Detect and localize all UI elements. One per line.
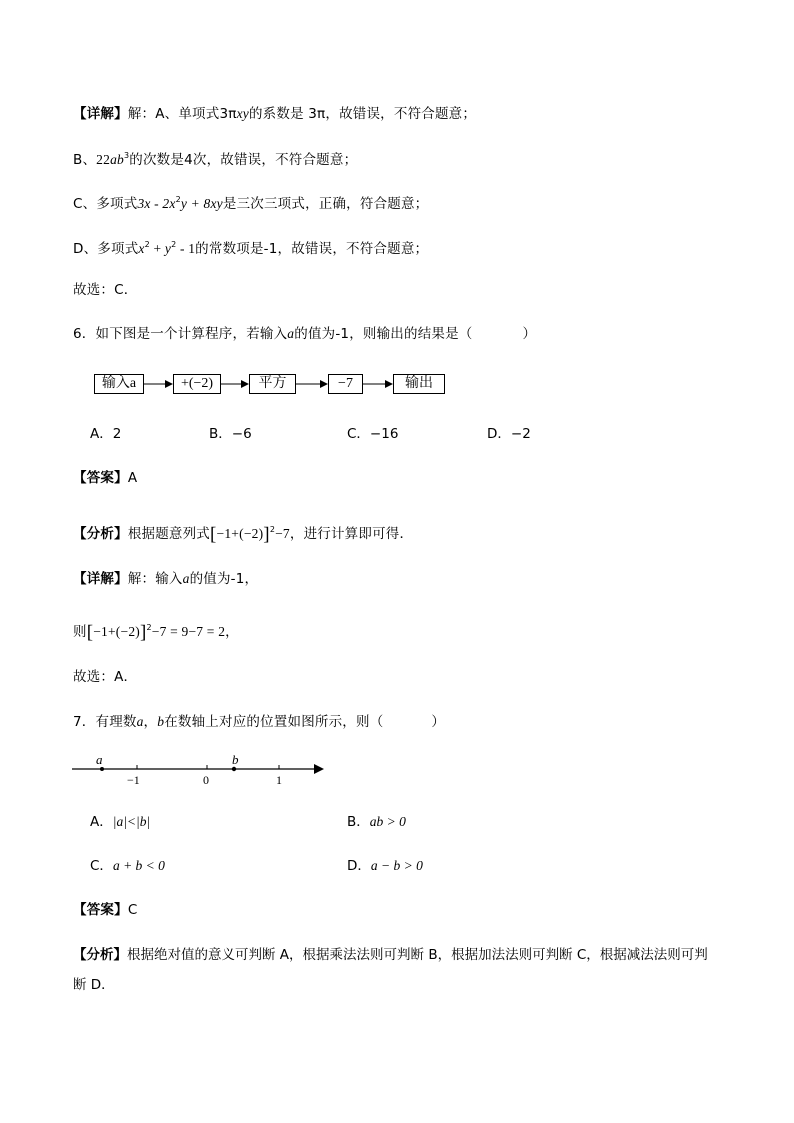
q7-option-d — [347, 856, 423, 876]
axis-arrow — [314, 764, 324, 774]
q6-answer — [73, 468, 137, 488]
flow-box-minus: −7 — [328, 374, 363, 394]
text: D、多项式 — [73, 241, 139, 257]
flow-box-output: 输出 — [393, 374, 445, 394]
bracket-close: ] — [139, 622, 147, 643]
text: 解：A、单项式 — [127, 106, 220, 122]
expr: −7 = 9−7 = 2 — [151, 624, 226, 639]
exponent: 2 — [269, 525, 276, 534]
expr: - 1 — [176, 241, 196, 256]
answer-value: A — [127, 470, 138, 486]
q7-option-c — [90, 856, 165, 876]
flow-chart — [94, 374, 454, 396]
q6-option-b: B．−6 — [209, 426, 252, 442]
option-label: A． — [90, 814, 113, 830]
expr: a — [287, 326, 295, 341]
q6-option-d: D．−2 — [487, 426, 531, 442]
expr: b — [157, 714, 165, 729]
text: ， — [143, 714, 158, 730]
text: 解：输入 — [127, 571, 183, 587]
analysis-line — [73, 940, 733, 970]
expr: y — [164, 241, 172, 256]
exponent: 2 — [146, 623, 152, 632]
q6-analysis — [73, 520, 413, 545]
text: 的值为-1， — [189, 571, 259, 587]
q6-calc — [73, 618, 239, 643]
flow-arrows — [94, 374, 454, 396]
answer-value: C — [127, 902, 138, 918]
expr: −1+(−2) — [93, 624, 140, 639]
flow-box-add: +(−2) — [173, 374, 221, 394]
expr: 22 — [96, 152, 111, 167]
bracket-open: [ — [210, 524, 217, 545]
label-one: 1 — [276, 773, 282, 787]
text: C、多项式 — [73, 196, 138, 212]
point-b — [232, 767, 236, 771]
option-expr: a − b > 0 — [370, 858, 423, 873]
text: B、 — [73, 152, 97, 168]
label-b: b — [232, 752, 239, 767]
answer-label: 【答案】 — [73, 902, 128, 918]
exponent: 2 — [171, 240, 177, 249]
flow-box-square: 平方 — [249, 374, 296, 394]
text: 7．有理数 — [73, 714, 137, 730]
expr: 3x - 2x — [137, 196, 176, 211]
text: 的系数是 3π，故错误，不符合题意； — [248, 106, 477, 122]
q6-stem — [73, 324, 536, 344]
q7-analysis — [73, 940, 733, 1000]
text: 在数轴上对应的位置如图所示，则（ — [164, 714, 384, 730]
analysis-line: 断 D． — [73, 977, 115, 993]
text: ，进行计算即可得． — [289, 526, 414, 542]
text: 的常数项是-1，故错误，不符合题意； — [195, 241, 429, 257]
label-a: a — [96, 752, 103, 767]
text: 的次数是4次，故错误，不符合题意； — [129, 152, 358, 168]
answer-label: 【答案】 — [73, 470, 128, 486]
q6-option-a: A．2 — [90, 426, 122, 442]
expr: −7 — [275, 526, 290, 541]
expr: + — [149, 241, 165, 256]
label-zero: 0 — [203, 773, 209, 787]
number-line — [70, 750, 330, 790]
label-neg1: −1 — [127, 773, 140, 787]
q5-option-b-line — [73, 146, 357, 170]
expr: xy — [236, 106, 249, 121]
q6-option-c: C．−16 — [347, 426, 399, 442]
expr: y + 8xy — [180, 196, 223, 211]
text: 6．如下图是一个计算程序，若输入 — [73, 326, 288, 342]
option-label: B． — [347, 814, 370, 830]
text: 的值为-1，则输出的结果是（ — [294, 326, 473, 342]
analysis-label: 【分析】 — [73, 526, 128, 542]
option-expr: ab > 0 — [369, 814, 406, 829]
expr: 3π — [219, 106, 237, 122]
text: 根据题意列式 — [127, 526, 211, 542]
option-label: C． — [90, 858, 113, 874]
expr: a — [136, 714, 144, 729]
text: 是三次三项式，正确，符合题意； — [222, 196, 429, 212]
text: ） — [522, 326, 537, 342]
q7-answer — [73, 900, 137, 920]
q6-detail — [73, 569, 258, 589]
text: 根据绝对值的意义可判断 A，根据乘法法则可判断 B，根据加法法则可判断 C，根据减法法则可判 — [127, 947, 708, 963]
flow-box-input: 输入a — [94, 374, 144, 394]
bracket-close: ] — [263, 524, 270, 545]
bracket-open: [ — [86, 622, 94, 643]
expr: −1+(−2) — [216, 526, 264, 541]
expr: ab — [110, 152, 124, 167]
q5-detail-line — [73, 104, 476, 124]
analysis-label: 【分析】 — [73, 947, 127, 963]
text: ， — [225, 624, 239, 640]
expr: a — [182, 571, 190, 586]
q5-option-c-line — [73, 190, 428, 214]
option-expr: |a|<|b| — [112, 814, 151, 829]
text: ） — [431, 714, 446, 730]
exponent: 2 — [175, 195, 181, 204]
exponent: 3 — [123, 151, 130, 160]
q7-option-a — [90, 812, 150, 832]
detail-label: 【详解】 — [73, 106, 128, 122]
q5-choice: 故选：C． — [73, 282, 138, 298]
option-expr: a + b < 0 — [112, 858, 165, 873]
expr: x — [138, 241, 145, 256]
detail-label: 【详解】 — [73, 571, 128, 587]
q7-stem — [73, 712, 445, 732]
point-a — [100, 767, 104, 771]
q5-option-d-line — [73, 235, 428, 259]
exponent: 2 — [144, 240, 150, 249]
q7-option-b — [347, 812, 406, 832]
q6-choice: 故选：A． — [73, 669, 138, 685]
option-label: D． — [347, 858, 371, 874]
text: 则 — [73, 624, 87, 640]
